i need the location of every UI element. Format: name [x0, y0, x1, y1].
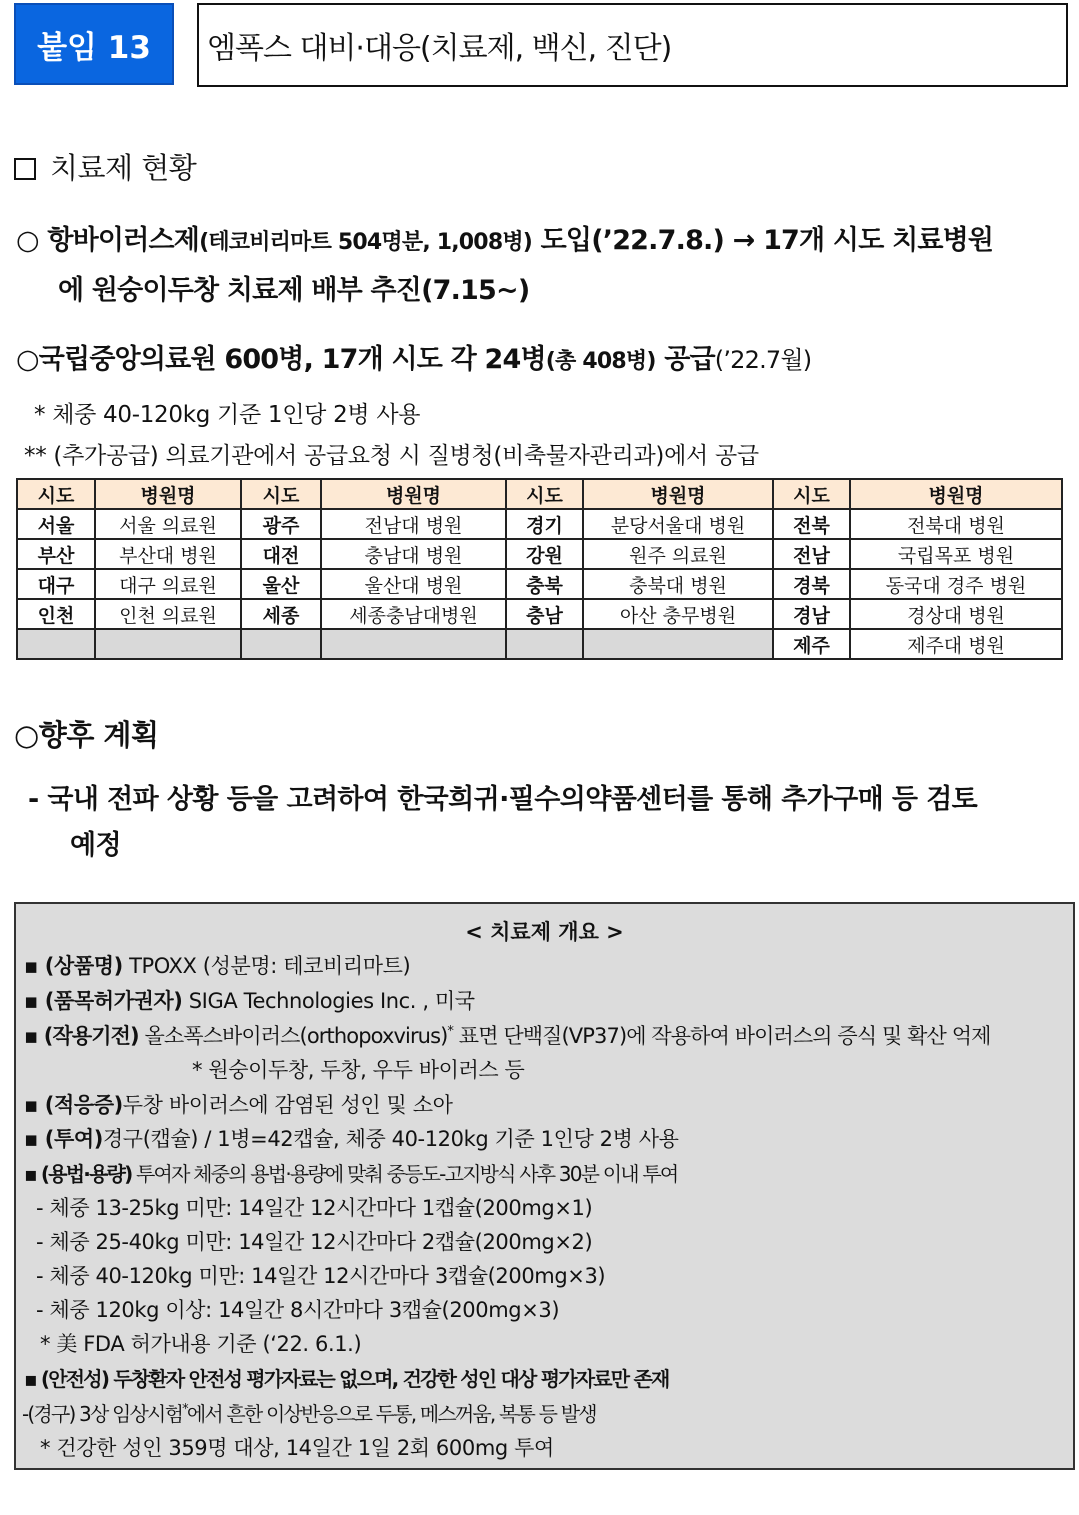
summary-mechanism-value-rest: 표면 단백질(VP37)에 작용하여 바이러스의 증식 및 확산 억제 [453, 1024, 991, 1048]
empty-cell [17, 629, 95, 659]
summary-dosage [24, 1158, 677, 1187]
table-header-cell: 병원명 [95, 479, 241, 509]
table-row [17, 509, 1062, 539]
summary-licensee-label: ▪ (품목허가권자) [24, 989, 183, 1013]
region-cell: 대구 [17, 569, 95, 599]
hospital-table [16, 478, 1063, 660]
table-row [17, 569, 1062, 599]
hospital-cell: 제주대 병원 [850, 629, 1062, 659]
summary-adverse-events [22, 1398, 596, 1427]
plan-line1: - 국내 전파 상황 등을 고려하여 한국희귀·필수의약품센터를 통해 추가구매 등 검토 [28, 784, 978, 815]
item-supply-lead: ○국립중앙의료원 600병, 17개 시도 각 24병 [16, 344, 546, 375]
region-cell: 세종 [241, 599, 321, 629]
table-row [17, 599, 1062, 629]
empty-cell [321, 629, 506, 659]
region-cell: 전남 [773, 539, 850, 569]
appendix-badge [14, 3, 174, 85]
hospital-cell: 서울 의료원 [95, 509, 241, 539]
hospital-cell: 국립목포 병원 [850, 539, 1062, 569]
hospital-cell: 세종충남대병원 [321, 599, 506, 629]
region-cell: 경남 [773, 599, 850, 629]
plan-line2: 예정 [70, 830, 121, 861]
summary-fda-note: * 美 FDA 허가내용 기준 (‘22. 6.1.) [40, 1332, 362, 1356]
section-heading [14, 146, 196, 187]
table-header-cell: 시도 [241, 479, 321, 509]
summary-indication-label: ▪ (적응증) [24, 1093, 123, 1117]
region-cell: 광주 [241, 509, 321, 539]
region-cell: 인천 [17, 599, 95, 629]
hospital-cell: 충북대 병원 [583, 569, 773, 599]
appendix-badge-label: 붙임 13 [37, 29, 151, 66]
table-header-cell: 시도 [773, 479, 850, 509]
summary-adverse-rest: 에서 흔한 이상반응으로 두통, 메스꺼움, 복통 등 발생 [186, 1402, 596, 1426]
table-header-cell: 병원명 [321, 479, 506, 509]
item-antiviral-rest: 도입(’22.7.8.) → 17개 시도 치료병원 [532, 225, 994, 256]
region-cell: 강원 [506, 539, 583, 569]
summary-dose-line: - 체중 40-120kg 미만: 14일간 12시간마다 3캡슐(200mg×3) [36, 1264, 606, 1288]
table-header-cell: 시도 [506, 479, 583, 509]
summary-title: < 치료제 개요 > [465, 920, 624, 944]
summary-dose-line: - 체중 120kg 이상: 14일간 8시간마다 3캡슐(200mg×3) [36, 1298, 560, 1322]
table-row [17, 629, 1062, 659]
hospital-cell: 경상대 병원 [850, 599, 1062, 629]
summary-safety-value: 두창환자 안전성 평가자료는 없으며, 건강한 성인 대상 평가자료만 존재 [108, 1367, 669, 1391]
item-antiviral-lead: ○ 항바이러스제 [16, 225, 200, 256]
item-supply-total: (총 408병) [545, 349, 656, 374]
drug-summary-box [14, 902, 1075, 1470]
region-cell: 전북 [773, 509, 850, 539]
summary-adverse-lead: -(경구) 3상 임상시험 [22, 1402, 183, 1426]
summary-mechanism-note: * 원숭이두창, 두창, 우두 바이러스 등 [192, 1058, 525, 1082]
summary-dosage-value: 투여자 체중의 용법·용량에 맞춰 중등도-고지방식 사후 30분 이내 투여 [131, 1162, 678, 1186]
summary-admin-value: 경구(캡슐) / 1병=42캡슐, 체중 40-120kg 기준 1인당 2병 사용 [102, 1127, 679, 1151]
summary-dose-line: - 체중 25-40kg 미만: 14일간 12시간마다 2캡슐(200mg×2) [36, 1230, 593, 1254]
hospital-cell: 충남대 병원 [321, 539, 506, 569]
footnote-marker: * [182, 1402, 187, 1417]
region-cell: 제주 [773, 629, 850, 659]
summary-dose-line: - 체중 13-25kg 미만: 14일간 12시간마다 1캡슐(200mg×1) [36, 1196, 593, 1220]
item-antiviral-line2: 에 원숭이두창 치료제 배부 추진(7.15~) [58, 275, 530, 306]
summary-product-label: ▪ (상품명) [24, 954, 123, 978]
summary-administration [24, 1123, 679, 1153]
summary-safety [24, 1363, 669, 1392]
item-supply-date: (’22.7월) [714, 346, 812, 374]
hospital-cell: 전북대 병원 [850, 509, 1062, 539]
item-supply-verb: 공급 [655, 344, 715, 375]
table-header-cell: 시도 [17, 479, 95, 509]
summary-indication-value: 두창 바이러스에 감염된 성인 및 소아 [122, 1093, 453, 1117]
region-cell: 서울 [17, 509, 95, 539]
hospital-cell: 대구 의료원 [95, 569, 241, 599]
note-additional-supply: ** (추가공급) 의료기관에서 공급요청 시 질병청(비축물자관리과)에서 공급 [24, 443, 759, 469]
hospital-cell: 원주 의료원 [583, 539, 773, 569]
summary-mechanism-value: 올소폭스바이러스(orthopoxvirus) [138, 1024, 448, 1048]
region-cell: 충북 [506, 569, 583, 599]
empty-cell [95, 629, 241, 659]
hospital-cell: 분당서울대 병원 [583, 509, 773, 539]
region-cell: 충남 [506, 599, 583, 629]
item-supply-line [16, 337, 811, 376]
hospital-cell: 전남대 병원 [321, 509, 506, 539]
hospital-cell: 부산대 병원 [95, 539, 241, 569]
summary-admin-label: ▪ (투여) [24, 1127, 103, 1151]
empty-cell [583, 629, 773, 659]
table-header-row [17, 479, 1062, 509]
summary-indication [24, 1089, 452, 1119]
item-antiviral-line1 [16, 218, 993, 257]
hospital-cell: 아산 충무병원 [583, 599, 773, 629]
hospital-cell: 인천 의료원 [95, 599, 241, 629]
checkbox-icon [14, 158, 36, 180]
note-dosage: * 체중 40-120kg 기준 1인당 2병 사용 [34, 402, 421, 428]
table-header-cell: 병원명 [850, 479, 1062, 509]
document-title: 엠폭스 대비·대응(치료제, 백신, 진단) [207, 31, 672, 66]
document-title-box [197, 3, 1068, 87]
summary-mechanism [24, 1020, 990, 1050]
summary-licensee-value: SIGA Technologies Inc. , 미국 [182, 989, 475, 1013]
region-cell: 대전 [241, 539, 321, 569]
region-cell: 경북 [773, 569, 850, 599]
summary-trial-note: * 건강한 성인 359명 대상, 14일간 1일 2회 600mg 투여 [40, 1436, 554, 1460]
summary-product-value: TPOXX (성분명: 테코비리마트) [122, 954, 411, 978]
table-row [17, 539, 1062, 569]
region-cell: 울산 [241, 569, 321, 599]
section-title: 치료제 현황 [50, 151, 197, 185]
plan-heading: ○향후 계획 [14, 718, 159, 752]
hospital-cell: 동국대 경주 병원 [850, 569, 1062, 599]
empty-cell [241, 629, 321, 659]
table-header-cell: 병원명 [583, 479, 773, 509]
summary-product [24, 950, 410, 980]
empty-cell [506, 629, 583, 659]
region-cell: 부산 [17, 539, 95, 569]
item-antiviral-detail: (테코비리마트 504명분, 1,008병) [199, 230, 533, 255]
hospital-cell: 울산대 병원 [321, 569, 506, 599]
summary-mechanism-label: ▪ (작용기전) [24, 1024, 139, 1048]
region-cell: 경기 [506, 509, 583, 539]
summary-dosage-label: ▪ (용법·용량) [24, 1162, 132, 1186]
summary-licensee [24, 985, 475, 1015]
summary-safety-label: ▪ (안전성) [24, 1367, 109, 1391]
footnote-marker: * [447, 1024, 454, 1039]
